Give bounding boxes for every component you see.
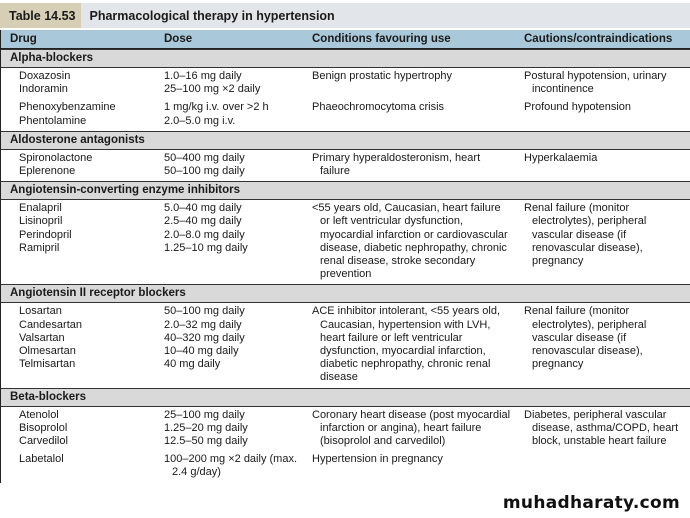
drug-name: Valsartan [19,331,65,344]
cautions-cell: Profound hypotension [524,101,632,114]
drug-dose: 100–200 mg ×2 daily (max. 2.4 g/day) [164,453,297,479]
drug-name: Phentolamine [19,114,87,127]
table-row [1,305,312,318]
drug-list [1,152,312,178]
drug-group [1,407,690,452]
drug-name: Perindopril [19,228,72,241]
drug-name: Phenoxybenzamine [19,101,116,114]
table-row [1,83,312,96]
conditions-cell: Primary hyperaldosteronism, heart failure [312,151,481,178]
drug-group [1,303,690,387]
table-row [1,115,312,128]
drug-group [1,99,690,130]
drug-name: Doxazosin [19,70,71,82]
table-number: Table 14.53 [0,3,81,28]
drug-name: Telmisartan [19,358,76,371]
drug-list [1,101,312,127]
drug-list [1,202,312,281]
table-row [1,358,312,371]
section-header: Alpha-blockers [1,49,690,68]
header-cautions: Cautions/contraindications [524,33,673,45]
table-row [1,345,312,358]
cautions-cell: Renal failure (monitor electrolytes), peripheral vascular disease (if renovascular disease), pregnancy [524,202,647,268]
table-row [1,453,312,479]
table-row [1,409,312,422]
drug-group [1,150,690,181]
cautions-cell [524,453,690,479]
table-body [1,49,690,483]
drug-name: Labetalol [19,453,64,466]
cautions-cell: Hyperkalaemia [524,151,598,164]
drug-name: Olmesartan [19,345,76,358]
drug-dose: 2.0–5.0 mg i.v. [164,114,236,127]
drug-group [1,68,690,99]
drug-list [1,305,312,384]
drug-dose: 50–100 mg daily [164,305,245,318]
conditions-cell: Coronary heart disease (post myocardial infarction or angina), heart failure (bisoprolol and carvedilol) [312,408,511,448]
drug-dose: 2.5–40 mg daily [164,215,242,228]
drug-list [1,453,312,479]
drug-dose: 1.25–20 mg daily [164,421,248,434]
header-row [1,30,690,49]
therapy-table [0,30,690,483]
drug-name: Enalapril [19,202,62,215]
table-row [1,422,312,435]
drug-dose: 40–320 mg daily [164,331,245,344]
drug-name: Carvedilol [19,435,68,448]
table-row [1,332,312,345]
drug-dose: 12.5–50 mg daily [164,435,248,448]
section-header: Aldosterone antagonists [1,131,690,150]
drug-name: Lisinopril [19,215,63,228]
drug-name: Spironolactone [19,151,93,164]
drug-dose: 10–40 mg daily [164,345,239,358]
table-row [1,152,312,165]
table-row [1,70,312,83]
table-row [1,101,312,114]
watermark: muhadharaty.com [502,493,680,513]
drug-group [1,451,690,482]
drug-dose: 50–100 mg daily [164,165,245,178]
drug-name: Indoramin [19,83,68,96]
drug-dose: 2.0–32 mg daily [164,318,242,331]
conditions-cell: Phaeochromocytoma crisis [312,101,445,114]
drug-dose: 1 mg/kg i.v. over >2 h [164,101,269,114]
drug-dose: 50–400 mg daily [164,151,245,164]
conditions-cell: ACE inhibitor intolerant, <55 years old, Caucasian, hypertension with LVH, heart failure or left ventricular dysfunction, myocardial infarction, diabetic nephropathy, chronic renal disease [312,305,501,384]
cautions-cell: Diabetes, peripheral vascular disease, asthma/COPD, heart block, unstable heart failure [524,408,679,448]
cautions-cell: Postural hypotension, urinary incontinence [524,70,667,96]
table-row [1,202,312,215]
drug-name: Atenolol [19,408,59,421]
drug-list [1,409,312,449]
drug-dose: 25–100 mg daily [164,408,245,421]
drug-group [1,200,690,284]
table-row [1,215,312,228]
drug-name: Bisoprolol [19,421,68,434]
drug-name: Candesartan [19,318,82,331]
drug-dose: 1.25–10 mg daily [164,241,248,254]
table-row [1,165,312,178]
drug-list [1,70,312,96]
drug-dose: 5.0–40 mg daily [164,202,242,215]
drug-dose: 25–100 mg ×2 daily [164,83,261,96]
cautions-cell: Renal failure (monitor electrolytes), peripheral vascular disease (if renovascular disease), pregnancy [524,305,647,371]
drug-dose: 1.0–16 mg daily [164,70,242,82]
drug-name: Losartan [19,305,62,318]
section-header: Angiotensin-converting enzyme inhibitors [1,181,690,200]
table-row [1,319,312,332]
table-row [1,435,312,448]
header-conditions: Conditions favouring use [312,33,451,45]
header-dose: Dose [164,33,193,45]
drug-dose: 40 mg daily [164,358,221,371]
drug-dose: 2.0–8.0 mg daily [164,228,245,241]
section-header: Angiotensin II receptor blockers [1,284,690,303]
conditions-cell: <55 years old, Caucasian, heart failure or left ventricular dysfunction, myocardial infarction or cardiovascular disease, diabetic nephropathy, chronic renal disease, stroke secondary prevention [312,202,508,281]
conditions-cell: Hypertension in pregnancy [312,453,443,466]
drug-name: Ramipril [19,241,60,254]
header-drug: Drug [10,33,37,45]
drug-name: Eplerenone [19,165,76,178]
table-title-bar [0,3,690,28]
table-row [1,242,312,255]
table-title: Pharmacological therapy in hypertension [89,8,335,23]
table-row [1,229,312,242]
section-header: Beta-blockers [1,388,690,407]
conditions-cell: Benign prostatic hypertrophy [312,70,453,82]
